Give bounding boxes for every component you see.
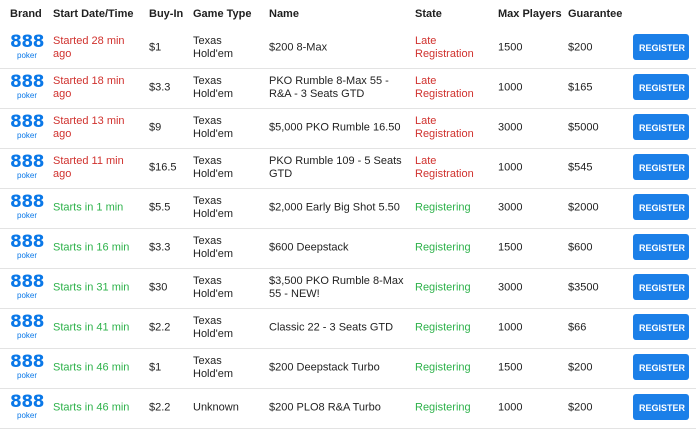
start-time: Started 11 min ago bbox=[53, 155, 124, 180]
888poker-logo-icon: 888 poker bbox=[10, 392, 44, 420]
brand-logo bbox=[10, 312, 44, 342]
state-status: Late Registration bbox=[415, 115, 474, 140]
brand-logo bbox=[10, 272, 44, 302]
tournament-name: $5,000 PKO Rumble 16.50 bbox=[269, 121, 401, 134]
888poker-logo-icon: 888 poker bbox=[10, 272, 44, 300]
brand-logo bbox=[10, 152, 44, 182]
start-time: Started 18 min ago bbox=[53, 75, 125, 100]
888poker-logo-icon: 888 poker bbox=[10, 152, 44, 180]
buy-in: $16.5 bbox=[149, 161, 177, 174]
register-button[interactable]: REGISTER bbox=[633, 354, 689, 380]
max-players: 1500 bbox=[498, 41, 523, 54]
max-players: 1000 bbox=[498, 401, 523, 414]
register-button[interactable]: REGISTER bbox=[633, 34, 689, 60]
brand-logo bbox=[10, 112, 44, 142]
tournament-name: $2,000 Early Big Shot 5.50 bbox=[269, 201, 400, 214]
tournament-name: $200 Deepstack Turbo bbox=[269, 361, 380, 374]
guarantee: $3500 bbox=[568, 281, 599, 294]
888poker-logo-icon: 888 poker bbox=[10, 312, 44, 340]
game-type: Texas Hold'em bbox=[193, 195, 234, 220]
max-players: 3000 bbox=[498, 201, 523, 214]
header-max-players: Max Players bbox=[498, 8, 562, 20]
tournament-name: $600 Deepstack bbox=[269, 241, 349, 254]
buy-in: $2.2 bbox=[149, 321, 171, 334]
buy-in: $1 bbox=[149, 41, 162, 54]
guarantee: $200 bbox=[568, 41, 593, 54]
state-status: Registering bbox=[415, 321, 471, 334]
state-status: Registering bbox=[415, 401, 471, 414]
state-status: Registering bbox=[415, 201, 471, 214]
start-time: Starts in 41 min bbox=[53, 321, 130, 334]
start-time: Starts in 46 min bbox=[53, 361, 130, 374]
guarantee: $600 bbox=[568, 241, 593, 254]
header-name: Name bbox=[269, 8, 299, 20]
state-status: Registering bbox=[415, 361, 471, 374]
table-row bbox=[0, 388, 696, 429]
brand-logo bbox=[10, 392, 44, 422]
game-type: Texas Hold'em bbox=[193, 355, 234, 380]
register-button[interactable]: REGISTER bbox=[633, 274, 689, 300]
table-header bbox=[0, 0, 700, 28]
tournament-name: Classic 22 - 3 Seats GTD bbox=[269, 321, 394, 334]
table-row bbox=[0, 308, 696, 349]
start-time: Started 13 min ago bbox=[53, 115, 125, 140]
guarantee: $200 bbox=[568, 361, 593, 374]
game-type: Texas Hold'em bbox=[193, 75, 234, 100]
game-type: Unknown bbox=[193, 401, 239, 414]
table-row bbox=[0, 228, 696, 269]
888poker-logo-icon: 888 poker bbox=[10, 72, 44, 100]
guarantee: $2000 bbox=[568, 201, 599, 214]
brand-logo bbox=[10, 192, 44, 222]
game-type: Texas Hold'em bbox=[193, 235, 234, 260]
game-type: Texas Hold'em bbox=[193, 315, 234, 340]
888poker-logo-icon: 888 poker bbox=[10, 352, 44, 380]
start-time: Starts in 16 min bbox=[53, 241, 130, 254]
brand-logo bbox=[10, 32, 44, 62]
buy-in: $30 bbox=[149, 281, 168, 294]
register-button[interactable]: REGISTER bbox=[633, 114, 689, 140]
register-button[interactable]: REGISTER bbox=[633, 234, 689, 260]
register-button[interactable]: REGISTER bbox=[633, 74, 689, 100]
table-row bbox=[0, 188, 696, 229]
guarantee: $165 bbox=[568, 81, 593, 94]
game-type: Texas Hold'em bbox=[193, 275, 234, 300]
max-players: 1000 bbox=[498, 321, 523, 334]
buy-in: $2.2 bbox=[149, 401, 171, 414]
buy-in: $5.5 bbox=[149, 201, 171, 214]
max-players: 1000 bbox=[498, 81, 523, 94]
table-row bbox=[0, 28, 696, 69]
header-brand: Brand bbox=[10, 8, 42, 20]
buy-in: $9 bbox=[149, 121, 162, 134]
guarantee: $5000 bbox=[568, 121, 599, 134]
header-start: Start Date/Time bbox=[53, 8, 134, 20]
guarantee: $545 bbox=[568, 161, 593, 174]
register-button[interactable]: REGISTER bbox=[633, 154, 689, 180]
register-button[interactable]: REGISTER bbox=[633, 314, 689, 340]
max-players: 1500 bbox=[498, 361, 523, 374]
888poker-logo-icon: 888 poker bbox=[10, 32, 44, 60]
guarantee: $66 bbox=[568, 321, 587, 334]
buy-in: $3.3 bbox=[149, 81, 171, 94]
start-time: Starts in 1 min bbox=[53, 201, 124, 214]
start-time: Started 28 min ago bbox=[53, 35, 125, 60]
game-type: Texas Hold'em bbox=[193, 115, 234, 140]
header-game-type: Game Type bbox=[193, 8, 252, 20]
max-players: 1500 bbox=[498, 241, 523, 254]
tournament-name: PKO Rumble 8-Max 55 - R&A - 3 Seats GTD bbox=[269, 75, 389, 100]
buy-in: $3.3 bbox=[149, 241, 171, 254]
table-row bbox=[0, 68, 696, 109]
888poker-logo-icon: 888 poker bbox=[10, 192, 44, 220]
tournament-name: PKO Rumble 109 - 5 Seats GTD bbox=[269, 155, 402, 180]
register-button[interactable]: REGISTER bbox=[633, 194, 689, 220]
start-time: Starts in 46 min bbox=[53, 401, 130, 414]
max-players: 3000 bbox=[498, 281, 523, 294]
header-buyin: Buy-In bbox=[149, 8, 184, 20]
888poker-logo-icon: 888 poker bbox=[10, 232, 44, 260]
brand-logo bbox=[10, 232, 44, 262]
state-status: Registering bbox=[415, 241, 471, 254]
table-row bbox=[0, 268, 696, 309]
start-time: Starts in 31 min bbox=[53, 281, 130, 294]
888poker-logo-icon: 888 poker bbox=[10, 112, 44, 140]
state-status: Late Registration bbox=[415, 155, 474, 180]
tournament-name: $3,500 PKO Rumble 8-Max 55 - NEW! bbox=[269, 275, 404, 300]
guarantee: $200 bbox=[568, 401, 593, 414]
state-status: Late Registration bbox=[415, 35, 474, 60]
tournament-name: $200 PLO8 R&A Turbo bbox=[269, 401, 381, 414]
state-status: Late Registration bbox=[415, 75, 474, 100]
header-guarantee: Guarantee bbox=[568, 8, 623, 20]
buy-in: $1 bbox=[149, 361, 162, 374]
table-row bbox=[0, 108, 696, 149]
game-type: Texas Hold'em bbox=[193, 35, 234, 60]
table-row bbox=[0, 348, 696, 389]
header-state: State bbox=[415, 8, 442, 20]
brand-logo bbox=[10, 72, 44, 102]
game-type: Texas Hold'em bbox=[193, 155, 234, 180]
register-button[interactable]: REGISTER bbox=[633, 394, 689, 420]
state-status: Registering bbox=[415, 281, 471, 294]
max-players: 1000 bbox=[498, 161, 523, 174]
table-row bbox=[0, 148, 696, 189]
tournament-name: $200 8-Max bbox=[269, 41, 328, 54]
brand-logo bbox=[10, 352, 44, 382]
max-players: 3000 bbox=[498, 121, 523, 134]
